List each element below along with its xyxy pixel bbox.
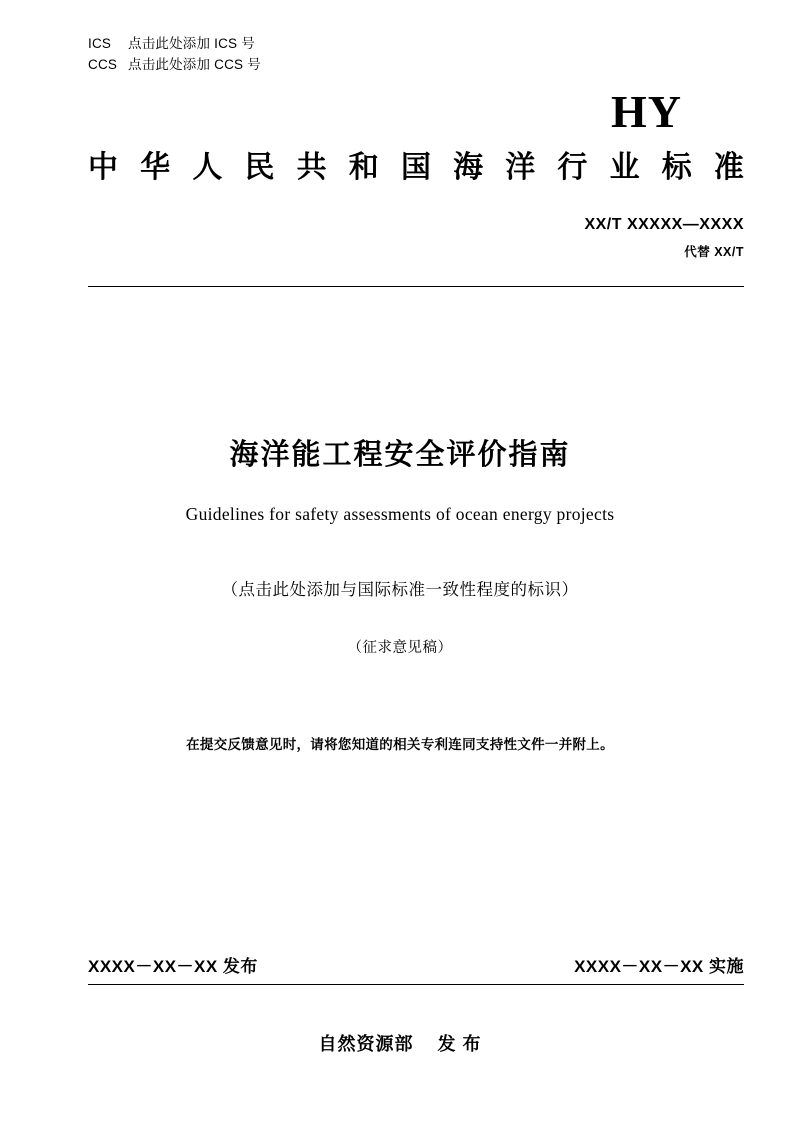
- national-title-char: 海: [453, 151, 484, 184]
- issuer-name: 自然资源部: [318, 1034, 414, 1054]
- ics-code-value: 点击此处添加 ICS 号: [128, 36, 255, 51]
- publication-dates: [88, 952, 744, 977]
- national-title-char: 准: [713, 151, 744, 184]
- national-title-char: 国: [400, 151, 431, 184]
- draft-status-note: （征求意见稿）: [347, 640, 453, 656]
- effective-date: XXXX－XX－XX 实施: [574, 957, 744, 976]
- national-title-char: 华: [140, 151, 171, 184]
- issuing-authority: [0, 1030, 800, 1056]
- national-standard-title: [88, 148, 744, 188]
- national-title-char: 共: [296, 151, 327, 184]
- ccs-code-value: 点击此处添加 CCS 号: [128, 57, 261, 72]
- national-title-char: 标: [661, 151, 692, 184]
- standard-number-block: [584, 216, 744, 260]
- issuer-action: 发 布: [437, 1034, 482, 1054]
- national-title-char: 行: [557, 151, 588, 184]
- ics-code-row: [88, 33, 261, 54]
- national-title-char: 洋: [505, 151, 536, 184]
- national-title-char: 中: [88, 151, 118, 184]
- document-title-chinese: 海洋能工程安全评价指南: [229, 439, 571, 471]
- classification-codes: [88, 33, 261, 75]
- national-title-char: 业: [609, 151, 640, 184]
- international-consistency-note: （点击此处添加与国际标准一致性程度的标识）: [221, 581, 579, 599]
- national-title-char: 和: [348, 151, 379, 184]
- replaced-standard: 代替 XX/T: [684, 245, 744, 259]
- footer-divider: [88, 984, 744, 985]
- standard-number: XX/T XXXXX—XXXX: [584, 216, 744, 233]
- header-divider: [88, 286, 744, 287]
- issue-date: XXXX－XX－XX 发布: [88, 957, 258, 976]
- ccs-code-row: [88, 54, 261, 75]
- national-title-char: 人: [192, 151, 223, 184]
- ccs-code-label: CCS: [88, 57, 118, 72]
- national-title-char: 民: [244, 151, 275, 184]
- ics-code-label: ICS: [88, 36, 112, 51]
- patent-disclosure-note: 在提交反馈意见时，请将您知道的相关专利连同支持性文件一并附上。: [186, 737, 614, 752]
- document-title-english: Guidelines for safety assessments of ocean energy projects: [185, 504, 615, 524]
- standard-mark-hy: HY: [611, 86, 682, 137]
